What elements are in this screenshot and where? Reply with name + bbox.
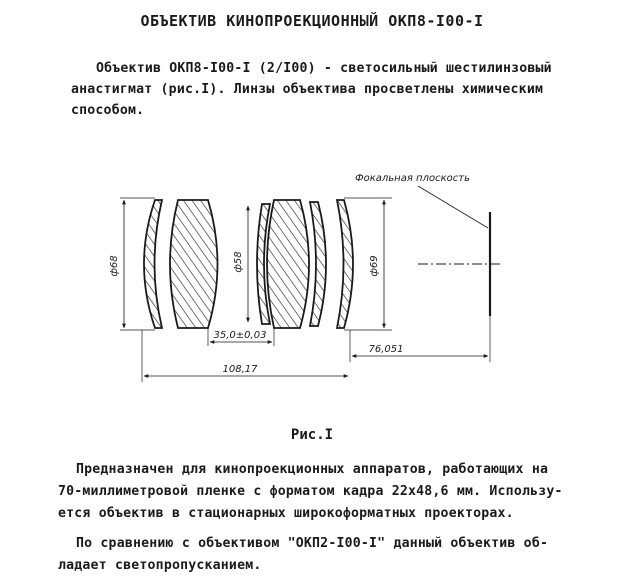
lens-1 <box>144 200 162 328</box>
dim-spacing: 35,0±0,03 <box>213 330 267 341</box>
purpose-line-1: Предназначен для кинопроекционных аппаратов, работающих на <box>76 462 549 477</box>
dim-total-length: 108,17 <box>222 364 258 375</box>
comparison-line-2: ладает светопропусканием. <box>58 558 262 573</box>
purpose-line-2: 70-миллиметровой пленке с форматом кадра 22х48,6 мм. Использу- <box>58 484 563 499</box>
intro-line-2: анастигмат (рис.I). Линзы объектива просветлены химическим <box>71 82 544 97</box>
purpose-line-3: ется объектив в стационарных широкоформатных проекторах. <box>58 506 514 521</box>
dim-diameter-mid: ф58 <box>233 251 244 273</box>
document-title: ОБЪЕКТИВ КИНОПРОЕКЦИОННЫЙ ОКП8-I00-I <box>140 12 484 30</box>
dim-diameter-right: ф69 <box>369 255 380 277</box>
focal-plane-label: Фокальная плоскость <box>355 173 470 184</box>
dim-diameter-left: ф68 <box>109 255 120 277</box>
comparison-line-1: По сравнению с объективом "ОКП2-I00-I" данный объектив об- <box>76 536 549 551</box>
focal-plane-leader <box>418 186 488 228</box>
lens-6 <box>337 200 353 328</box>
lens-2 <box>170 200 218 328</box>
intro-line-3: способом. <box>71 103 145 118</box>
lens-4 <box>267 200 309 328</box>
lens-5 <box>310 202 326 326</box>
figure-caption: Рис.I <box>290 427 334 443</box>
dim-back-focus: 76,051 <box>368 344 404 355</box>
intro-line-1: Объектив ОКП8-I00-I (2/I00) - светосильный шестилинзовый <box>96 61 552 76</box>
